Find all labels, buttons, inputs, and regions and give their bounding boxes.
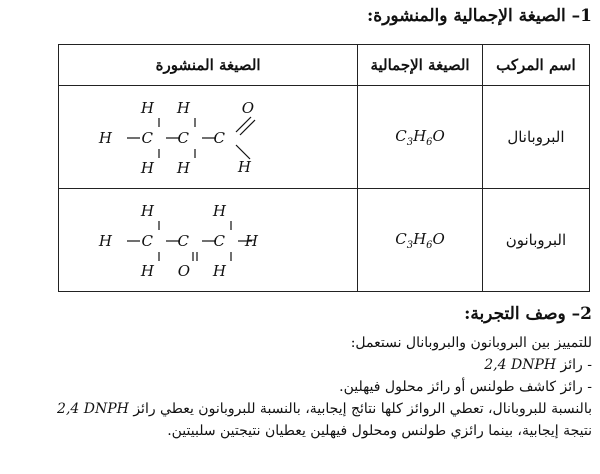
experiment-description [8,332,592,442]
atom-h: H [141,159,155,177]
structural-formula-propanone [59,189,358,292]
header-compound-name: اسم المركب [482,45,589,86]
section-1-title: 1– الصيغة الإجمالية والمنشورة: [367,6,592,26]
intro-line: للتمييز بين البروبانون والبروبانال نستعمل: [350,335,592,351]
reagent-dnph: 2,4 DNPH [57,401,129,417]
atom-h: H [177,99,191,117]
atom-h: H [99,232,113,250]
atom-h: H [213,262,227,280]
atom-c: C [213,232,226,250]
table-row [59,86,590,189]
list-item: - رائز 2,4 DNPH [484,357,592,373]
atom-c: C [141,232,154,250]
compound-name-propanal: البروبانال [482,86,589,189]
atom-h: H [141,99,155,117]
header-structural-formula: الصيغة المنشورة [59,45,358,86]
atom-c: C [177,232,190,250]
molecular-formula-propanone: $C_3H_6O$ [358,189,483,292]
reagent-dnph: 2,4 DNPH [484,357,557,373]
structural-formula-propanal [59,86,358,189]
atom-h: H [245,232,259,250]
list-item: - رائز كاشف طولنس أو رائز محلول فيهلين. [339,379,592,395]
propanal-structure [99,87,308,187]
atom-o: O [241,99,255,117]
compound-name-propanone: البروبانون [482,189,589,292]
molecular-formula-propanal: $C_3H_6O$ [358,86,483,189]
section-2-title: 2– وصف التجربة: [464,304,592,324]
table-header-row [59,45,590,86]
header-molecular-formula: الصيغة الإجمالية [358,45,483,86]
atom-c: C [177,129,190,147]
atom-c: C [141,129,154,147]
propanone-structure [99,190,308,290]
atom-o: O [177,262,191,280]
atom-h: H [141,202,155,220]
table-row [59,189,590,292]
atom-h: H [99,129,113,147]
result-paragraph-line-2: نتيجة إيجابية، بينما رائزي طولنس ومحلول فيهلين يعطيان نتيجتين سلبيتين. [167,423,592,439]
atom-h: H [238,158,252,176]
atom-h: H [177,159,191,177]
formulas-table [58,44,590,292]
atom-h: H [213,202,227,220]
atom-h: H [141,262,155,280]
result-paragraph-line-1: بالنسبة للبروبانال، تعطي الروائز كلها نتائج إيجابية، بالنسبة للبروبانون يعطي رائز 2,4 DNPH [57,401,592,417]
atom-c: C [213,129,226,147]
